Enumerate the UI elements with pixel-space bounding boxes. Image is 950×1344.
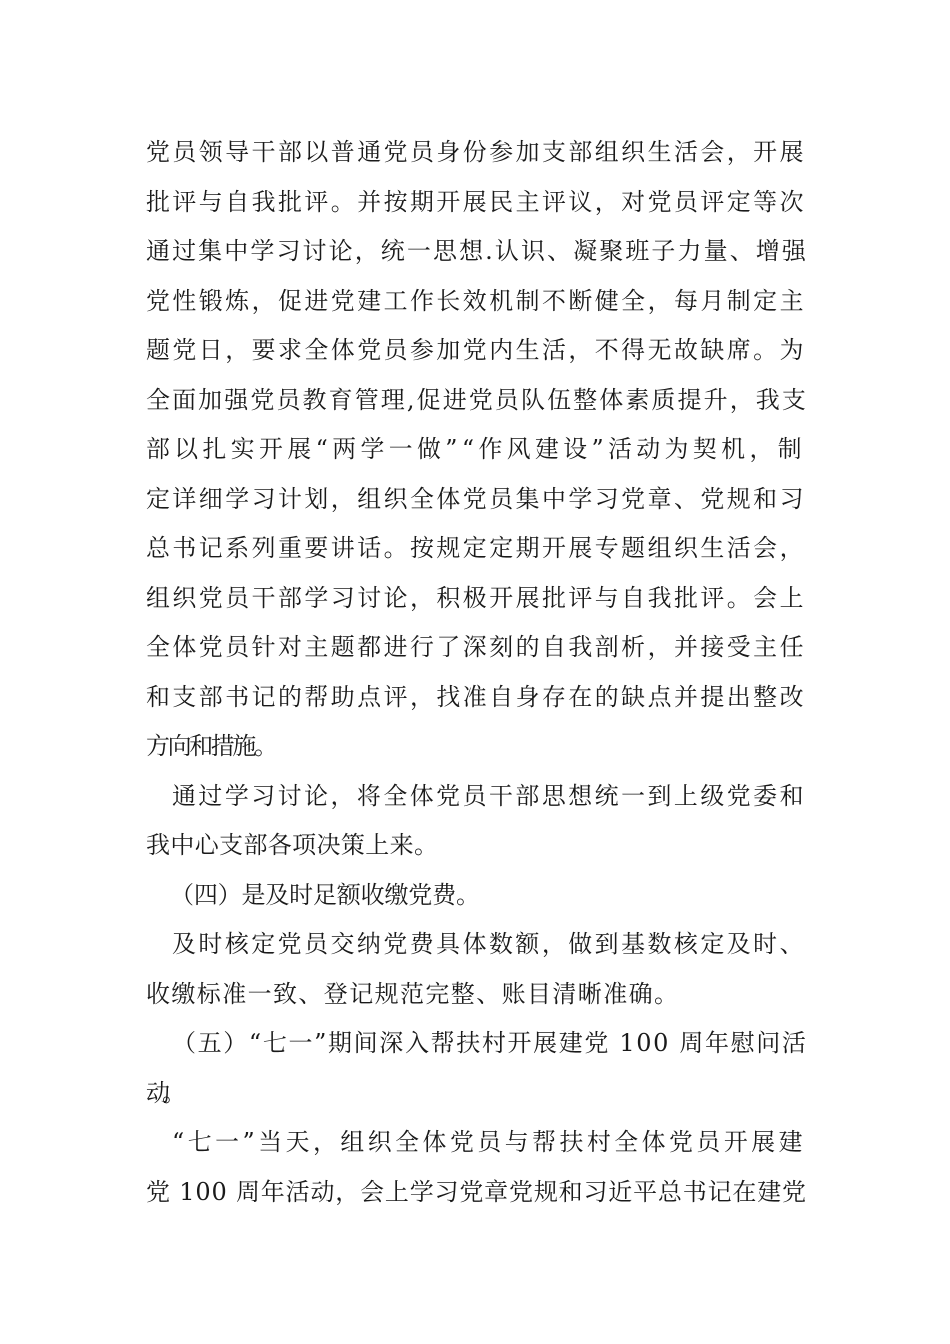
text-line: [0, 231, 950, 271]
text-line: [0, 578, 950, 618]
text-line: [0, 726, 950, 766]
text-line-content: （四）是及时足额收缴党费。: [170, 881, 480, 909]
text-line: [0, 528, 950, 568]
text-line-content: （五）“七一”期间深入帮扶村开展建党 100 周年慰问活: [172, 1029, 808, 1057]
text-line: [0, 1172, 950, 1212]
text-line: [0, 380, 950, 420]
text-line: [0, 479, 950, 519]
text-line-content: 批评与自我批评。并按期开展民主评议，对党员评定等次: [146, 188, 806, 216]
text-line-content: “七一”当天，组织全体党员与帮扶村全体党员开展建: [172, 1128, 806, 1156]
text-line: [0, 875, 950, 915]
text-line: [0, 182, 950, 222]
text-line-content: 通过集中学习讨论，统一思想.认识、凝聚班子力量、增强: [146, 237, 808, 265]
text-line-content: 全体党员针对主题都进行了深刻的自我剖析，并接受主任: [146, 633, 806, 661]
text-line-content: 我中心支部各项决策上来。: [146, 831, 439, 859]
text-line-content: 党性锻炼，促进党建工作长效机制不断健全，每月制定主: [146, 287, 806, 315]
text-line-content: 通过学习讨论，将全体党员干部思想统一到上级党委和: [172, 782, 807, 810]
text-line-content: 方向和措施。: [146, 732, 276, 760]
text-line: [0, 825, 950, 865]
text-line: [0, 1073, 950, 1113]
text-line: [0, 429, 950, 469]
text-line: [0, 281, 950, 321]
text-line: [0, 974, 950, 1014]
text-line-content: 和支部书记的帮助点评，找准自身存在的缺点并提出整改: [146, 683, 806, 711]
text-line-content: 收缴标准一致、登记规范完整、账目清晰准确。: [146, 980, 680, 1008]
text-line: [0, 1023, 950, 1063]
text-line-content: 动。: [146, 1079, 178, 1107]
text-line: [0, 132, 950, 172]
text-line: [0, 627, 950, 667]
text-line: [0, 330, 950, 370]
text-line-content: 全面加强党员教育管理,促进党员队伍整体素质提升，我支: [146, 386, 808, 414]
text-line-content: 题党日，要求全体党员参加党内生活，不得无故缺席。为: [146, 336, 806, 364]
text-line-content: 党 100 周年活动，会上学习党章党规和习近平总书记在建党: [146, 1178, 807, 1206]
text-line-content: 定详细学习计划，组织全体党员集中学习党章、党规和习: [146, 485, 806, 513]
text-line-content: 组织党员干部学习讨论，积极开展批评与自我批评。会上: [146, 584, 806, 612]
text-line: [0, 776, 950, 816]
text-line: [0, 1122, 950, 1162]
text-line-content: 部以扎实开展“两学一做”“作风建设”活动为契机，制: [146, 435, 806, 463]
text-line: [0, 924, 950, 964]
text-line-content: 及时核定党员交纳党费具体数额，做到基数核定及时、: [172, 930, 807, 958]
text-line-content: 总书记系列重要讲话。按规定定期开展专题组织生活会，: [146, 534, 806, 562]
text-line: [0, 677, 950, 717]
text-line-content: 党员领导干部以普通党员身份参加支部组织生活会，开展: [146, 138, 806, 166]
